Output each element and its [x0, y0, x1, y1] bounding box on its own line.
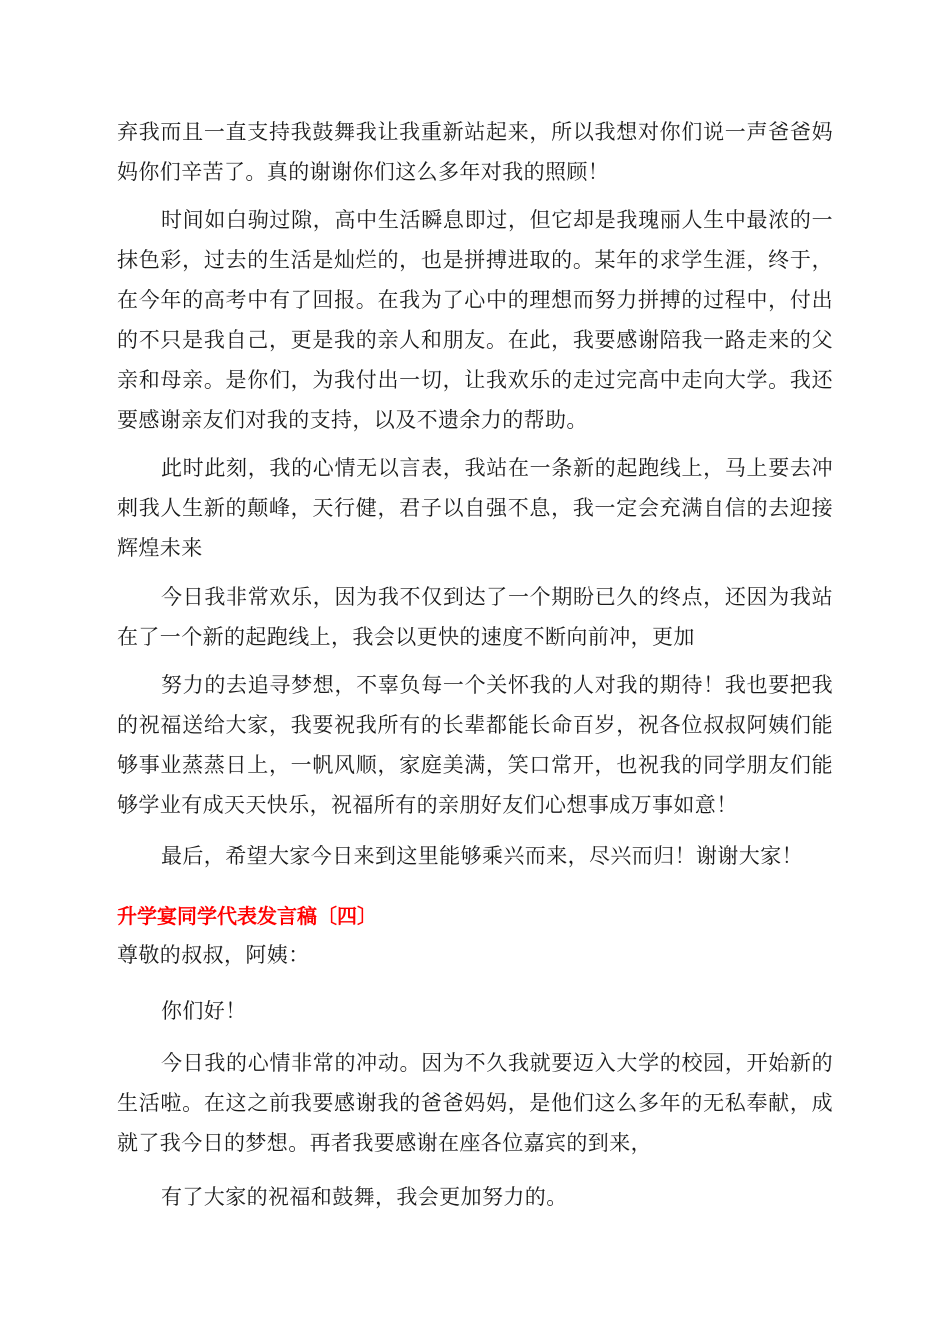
section-heading: 升学宴同学代表发言稿〔四〕	[117, 904, 377, 928]
salutation: 尊敬的叔叔，阿姨：	[117, 943, 310, 967]
greeting: 你们好！	[161, 999, 247, 1023]
paragraph-joy: 今日我非常欢乐，因为我不仅到达了一个期盼已久的终点，还因为我站在了一个新的起跑线上，我会以更快的速度不断向前冲，更加	[117, 585, 833, 649]
paragraph-closing: 最后，希望大家今日来到这里能够乘兴而来，尽兴而归！谢谢大家！	[161, 844, 803, 868]
paragraph-effort: 有了大家的祝福和鼓舞，我会更加努力的。	[161, 1185, 568, 1209]
paragraph-excitement: 今日我的心情非常的冲动。因为不久我就要迈入大学的校园，开始新的生活啦。在这之前我要感谢我的爸爸妈妈，是他们这么多年的无私奉献，成就了我今日的梦想。再者我要感谢在座各位嘉宾的到来，	[117, 1051, 833, 1155]
paragraph-new-start: 此时此刻，我的心情无以言表，我站在一条新的起跑线上，马上要去冲刺我人生新的颠峰，天行健，君子以自强不息，我一定会充满自信的去迎接辉煌未来	[117, 456, 833, 560]
paragraph-blessings: 努力的去追寻梦想，不辜负每一个关怀我的人对我的期待！我也要把我的祝福送给大家，我要祝我所有的长辈都能长命百岁，祝各位叔叔阿姨们能够事业蒸蒸日上，一帆风顺，家庭美满，笑口常开，也祝我的同学朋友们能够学业有成天天快乐，祝福所有的亲朋好友们心想事成万事如意！	[117, 673, 833, 817]
paragraph-high-school-life: 时间如白驹过隙，高中生活瞬息即过，但它却是我瑰丽人生中最浓的一抹色彩，过去的生活是灿烂的，也是拼搏进取的。某年的求学生涯，终于，在今年的高考中有了回报。在我为了心中的理想而努力拼搏的过程中，付出的不只是我自己，更是我的亲人和朋友。在此，我要感谢陪我一路走来的父亲和母亲。是你们，为我付出一切，让我欢乐的走过完高中走向大学。我还要感谢亲友们对我的支持，以及不遗余力的帮助。	[117, 208, 833, 432]
paragraph-continuation-thanks: 弃我而且一直支持我鼓舞我让我重新站起来，所以我想对你们说一声爸爸妈妈你们辛苦了。真的谢谢你们这么多年对我的照顾！	[117, 120, 833, 184]
